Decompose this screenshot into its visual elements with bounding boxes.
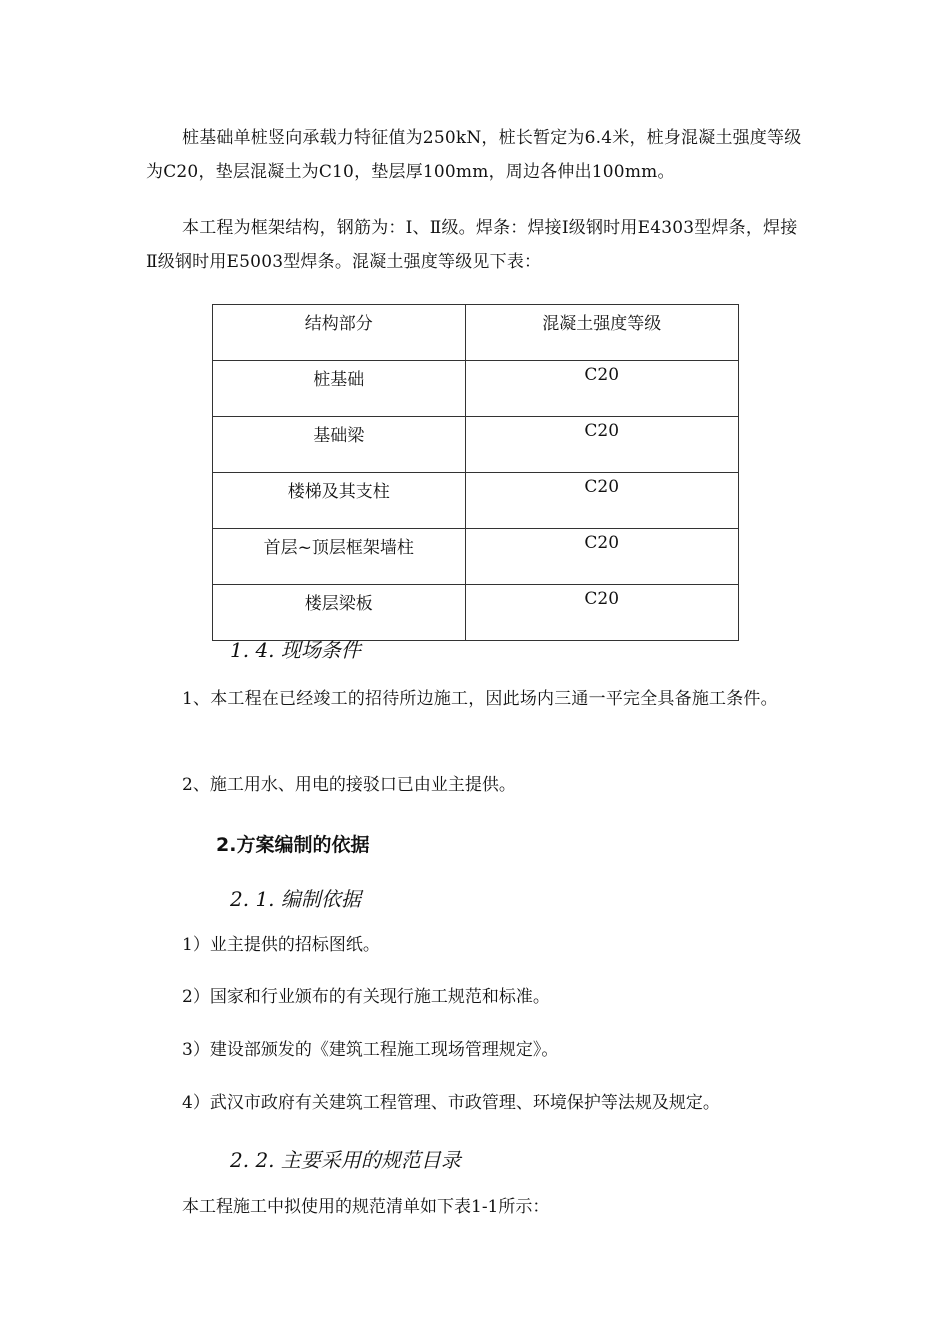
table-cell: C20 — [465, 417, 739, 473]
table-cell: C20 — [465, 473, 739, 529]
table-cell: 楼梯及其支柱 — [213, 473, 466, 529]
table-cell: C20 — [465, 361, 739, 417]
table-row — [213, 585, 739, 641]
basis-item-1: 1）业主提供的招标图纸。 — [182, 935, 380, 955]
section-heading-standards: 2. 2. 主要采用的规范目录 — [230, 1148, 461, 1172]
table-header-cell: 混凝土强度等级 — [465, 305, 739, 361]
site-condition-item-1: 1、本工程在已经竣工的招待所边施工，因此场内三通一平完全具备施工条件。 — [182, 689, 778, 709]
section-heading-basis: 2. 1. 编制依据 — [230, 887, 361, 911]
table-header-cell: 结构部分 — [213, 305, 466, 361]
site-condition-item-2: 2、施工用水、用电的接驳口已由业主提供。 — [182, 775, 516, 795]
concrete-grade-table — [212, 304, 739, 641]
basis-item-2: 2）国家和行业颁布的有关现行施工规范和标准。 — [182, 987, 550, 1007]
table-header-row — [213, 305, 739, 361]
table-row — [213, 473, 739, 529]
intro-paragraph-pile: 桩基础单桩竖向承载力特征值为250kN，桩长暂定为6.4米，桩身混凝土强度等级为C20，垫层混凝土为C10，垫层厚100mm，周边各伸出100mm。 — [146, 128, 802, 182]
table-cell: 桩基础 — [213, 361, 466, 417]
table-cell: 基础梁 — [213, 417, 466, 473]
basis-item-3: 3）建设部颁发的《建筑工程施工现场管理规定》。 — [182, 1040, 559, 1060]
table-row — [213, 361, 739, 417]
table-cell: 首层~顶层框架墙柱 — [213, 529, 466, 585]
table-cell: 楼层梁板 — [213, 585, 466, 641]
table-cell: C20 — [465, 585, 739, 641]
table-row — [213, 417, 739, 473]
standards-intro-text: 本工程施工中拟使用的规范清单如下表1-1所示： — [182, 1197, 550, 1217]
section-heading-site-conditions: 1. 4. 现场条件 — [230, 638, 361, 662]
table-row — [213, 529, 739, 585]
intro-paragraph-structure: 本工程为框架结构，钢筋为：Ⅰ、Ⅱ级。焊条：焊接Ⅰ级钢时用E4303型焊条，焊接Ⅱ级钢时用E5003型焊条。混凝土强度等级见下表： — [146, 218, 798, 272]
table-cell: C20 — [465, 529, 739, 585]
chapter-heading-basis: 2.方案编制的依据 — [216, 834, 370, 856]
basis-item-4: 4）武汉市政府有关建筑工程管理、市政管理、环境保护等法规及规定。 — [182, 1093, 720, 1113]
